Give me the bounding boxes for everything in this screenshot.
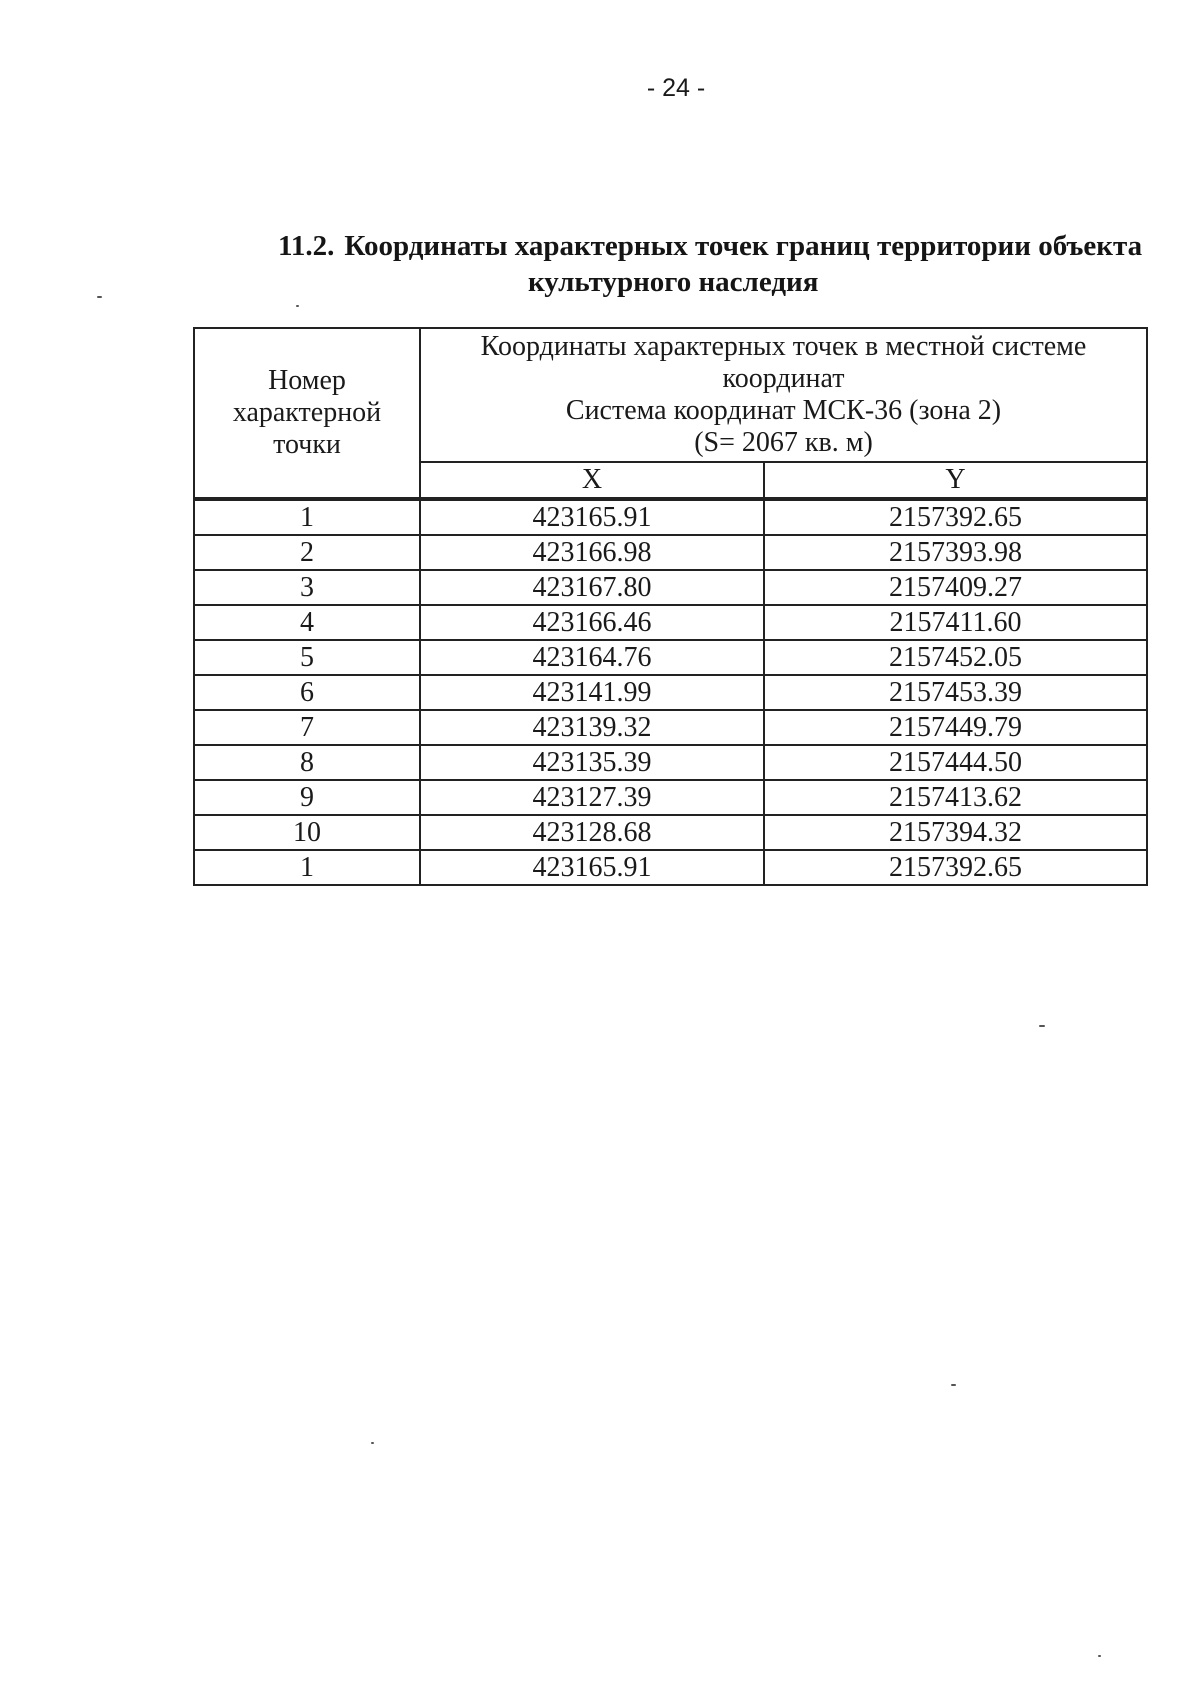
cell-y: 2157393.98 [764, 535, 1147, 570]
header-point-line: характерной [232, 397, 382, 428]
cell-y: 2157444.50 [764, 745, 1147, 780]
section-number: 11.2. [278, 230, 335, 262]
cell-y: 2157409.27 [764, 570, 1147, 605]
table-row [194, 640, 1147, 675]
cell-point-number: 3 [194, 570, 420, 605]
cell-point-number: 4 [194, 605, 420, 640]
header-point-line: точки [273, 429, 341, 460]
table-row [194, 499, 1147, 535]
cell-point-number: 6 [194, 675, 420, 710]
cell-y: 2157394.32 [764, 815, 1147, 850]
cell-y: 2157413.62 [764, 780, 1147, 815]
scan-speck [97, 296, 102, 298]
header-point-line: Номер [268, 365, 346, 396]
cell-y: 2157449.79 [764, 710, 1147, 745]
table-row [194, 710, 1147, 745]
cell-point-number: 5 [194, 640, 420, 675]
header-coordinates [420, 328, 1147, 462]
header-x: X [420, 462, 764, 499]
table-row [194, 535, 1147, 570]
table-row [194, 815, 1147, 850]
cell-x: 423167.80 [420, 570, 764, 605]
table-row [194, 570, 1147, 605]
cell-point-number: 1 [194, 499, 420, 535]
cell-point-number: 1 [194, 850, 420, 885]
header-coords-line: Система координат МСК-36 (зона 2) [565, 395, 1002, 426]
cell-y: 2157392.65 [764, 499, 1147, 535]
section-title [278, 228, 1158, 300]
scan-speck [296, 305, 299, 307]
scan-speck [371, 1442, 374, 1444]
cell-point-number: 10 [194, 815, 420, 850]
cell-x: 423127.39 [420, 780, 764, 815]
cell-y: 2157392.65 [764, 850, 1147, 885]
scan-speck [1098, 1655, 1101, 1657]
header-coords-line: (S= 2067 кв. м) [694, 427, 873, 458]
table-row [194, 675, 1147, 710]
cell-x: 423165.91 [420, 499, 764, 535]
header-point-number [194, 328, 420, 499]
section-title-line-2: культурного наследия [528, 266, 819, 298]
page-number: - 24 - [646, 74, 706, 102]
scan-speck [951, 1384, 956, 1386]
table-row [194, 745, 1147, 780]
coordinates-table [193, 327, 1148, 886]
header-coords-line: координат [722, 363, 845, 394]
cell-y: 2157452.05 [764, 640, 1147, 675]
cell-x: 423141.99 [420, 675, 764, 710]
cell-y: 2157453.39 [764, 675, 1147, 710]
table-row [194, 780, 1147, 815]
cell-point-number: 2 [194, 535, 420, 570]
section-title-line-1: Координаты характерных точек границ территории объекта [344, 230, 1143, 262]
header-coords-line: Координаты характерных точек в местной системе [480, 331, 1087, 362]
cell-x: 423165.91 [420, 850, 764, 885]
cell-x: 423166.98 [420, 535, 764, 570]
cell-point-number: 8 [194, 745, 420, 780]
cell-y: 2157411.60 [764, 605, 1147, 640]
cell-x: 423164.76 [420, 640, 764, 675]
cell-x: 423128.68 [420, 815, 764, 850]
header-y: Y [764, 462, 1147, 499]
table-row [194, 605, 1147, 640]
scan-speck [1039, 1025, 1045, 1027]
cell-point-number: 7 [194, 710, 420, 745]
cell-x: 423139.32 [420, 710, 764, 745]
cell-x: 423166.46 [420, 605, 764, 640]
cell-point-number: 9 [194, 780, 420, 815]
table-row [194, 850, 1147, 885]
cell-x: 423135.39 [420, 745, 764, 780]
